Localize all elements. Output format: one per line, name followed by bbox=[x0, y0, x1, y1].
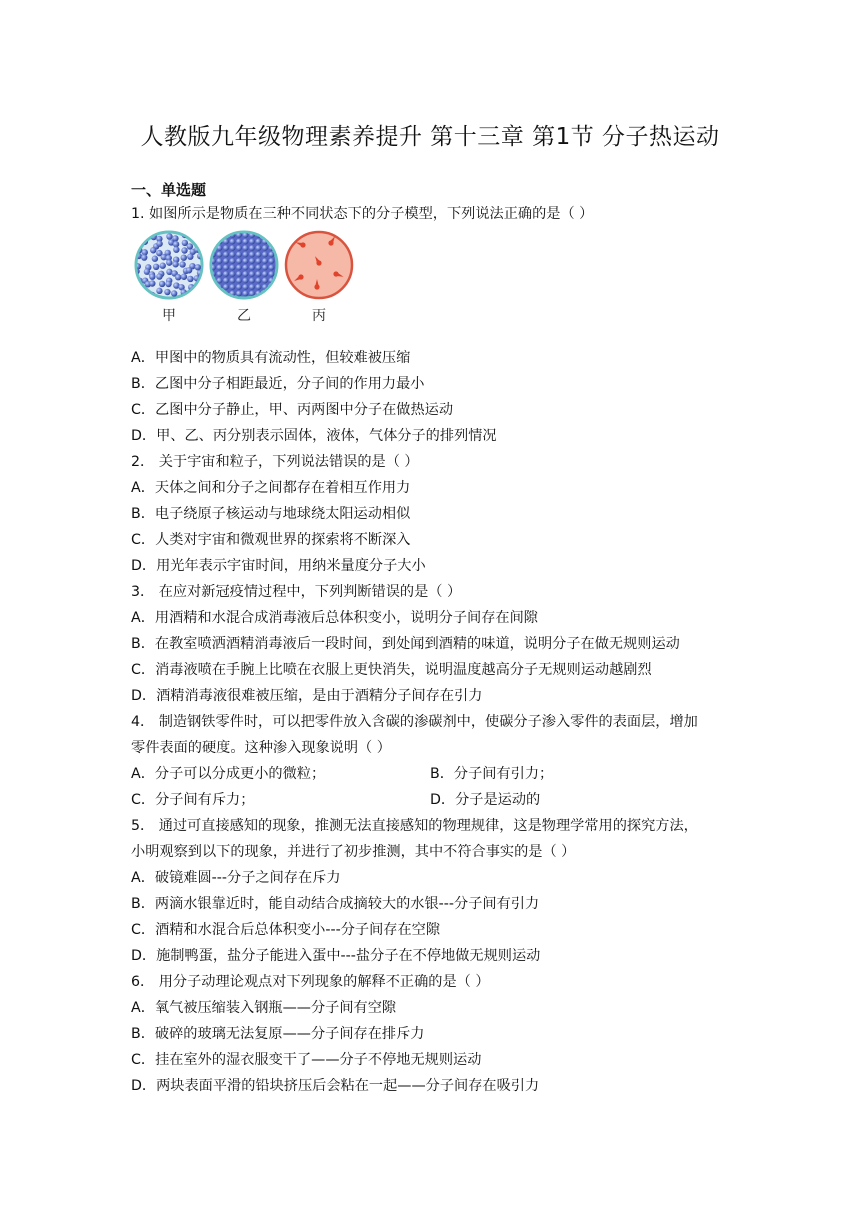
molecule-dot bbox=[236, 265, 242, 271]
molecule-dot bbox=[223, 258, 229, 264]
molecule-dot bbox=[172, 261, 178, 267]
molecule-dot bbox=[159, 281, 165, 287]
molecule-dot bbox=[217, 232, 223, 238]
molecule-dot bbox=[196, 289, 202, 295]
question-5-option-d: D．施制鸭蛋，盐分子能进入蛋中---盐分子在不停地做无规则运动 bbox=[131, 948, 541, 964]
molecule-dot bbox=[236, 252, 242, 258]
molecule-dot bbox=[186, 267, 192, 273]
molecule-dot bbox=[230, 271, 236, 277]
molecule-dot bbox=[137, 290, 143, 296]
molecule-dot bbox=[249, 258, 255, 264]
state-a-circle bbox=[133, 232, 203, 299]
question-2-option-b: B．电子绕原子核运动与地球绕太阳运动相似 bbox=[131, 506, 411, 522]
molecule-dot bbox=[156, 273, 162, 279]
molecule-dot bbox=[223, 265, 229, 271]
question-3-option-c: C．消毒液喷在手腕上比喷在衣服上更快消失，说明温度越高分子无规则运动越剧烈 bbox=[131, 662, 652, 678]
question-1-option-d: D．甲、乙、丙分别表示固体，液体，气体分子的排列情况 bbox=[131, 428, 497, 444]
molecule-dot bbox=[179, 261, 185, 267]
molecule-dot bbox=[269, 232, 275, 238]
molecule-dot bbox=[243, 278, 249, 284]
molecule-dot bbox=[217, 278, 223, 284]
molecule-dot bbox=[153, 264, 159, 270]
molecule-dot bbox=[243, 284, 249, 290]
molecule-dot bbox=[256, 252, 262, 258]
molecule-dot bbox=[249, 278, 255, 284]
page-title: 人教版九年级物理素养提升 第十三章 第1节 分子热运动 bbox=[140, 124, 720, 150]
state-c-circle bbox=[286, 232, 352, 298]
molecule-dot bbox=[243, 271, 249, 277]
molecule-dot bbox=[223, 271, 229, 277]
molecule-dot bbox=[141, 233, 147, 239]
molecule-dot bbox=[230, 245, 236, 251]
molecule-dot bbox=[230, 265, 236, 271]
molecule-dot bbox=[210, 232, 216, 238]
molecule-dot bbox=[187, 253, 193, 259]
question-1-option-c: C．乙图中分子静止，甲、丙两图中分子在做热运动 bbox=[131, 402, 454, 418]
molecule-dot bbox=[217, 271, 223, 277]
molecule-dot bbox=[236, 284, 242, 290]
molecule-dot bbox=[300, 242, 305, 247]
molecule-dot bbox=[262, 265, 268, 271]
molecule-dot bbox=[256, 284, 262, 290]
question-2-option-d: D．用光年表示宇宙时间，用纳米量度分子大小 bbox=[131, 558, 426, 574]
molecule-dot bbox=[230, 278, 236, 284]
molecule-dot bbox=[223, 278, 229, 284]
molecule-dot bbox=[223, 252, 229, 258]
molecule-dot bbox=[256, 278, 262, 284]
molecule-dot bbox=[217, 258, 223, 264]
question-6-option-c: C．挂在室外的湿衣服变干了——分子不停地无规则运动 bbox=[131, 1052, 482, 1068]
molecule-dot bbox=[316, 260, 321, 265]
figure-label-bing: 丙 bbox=[312, 308, 326, 324]
question-5-stem: 5． 通过可直接感知的现象，推测无法直接感知的物理规律，这是物理学常用的探究方法， bbox=[131, 818, 698, 834]
molecule-dot bbox=[156, 288, 162, 294]
molecule-dot bbox=[262, 271, 268, 277]
molecule-dot bbox=[217, 252, 223, 258]
molecule-dot bbox=[181, 254, 187, 260]
molecule-dot bbox=[188, 292, 194, 298]
molecule-dot bbox=[298, 274, 303, 279]
figure-label-yi: 乙 bbox=[237, 308, 251, 324]
molecule-dot bbox=[181, 274, 187, 280]
molecule-dot bbox=[269, 258, 275, 264]
molecule-dot bbox=[249, 239, 255, 245]
question-1-stem: 1. 如图所示是物质在三种不同状态下的分子模型，下列说法正确的是（ ） bbox=[131, 206, 594, 222]
molecule-dot bbox=[236, 239, 242, 245]
molecule-dot bbox=[256, 245, 262, 251]
molecule-dot bbox=[243, 239, 249, 245]
molecule-dot bbox=[333, 271, 338, 276]
molecule-dot bbox=[262, 278, 268, 284]
molecule-dot bbox=[223, 284, 229, 290]
question-2-option-a: A．天体之间和分子之间都存在着相互作用力 bbox=[131, 480, 411, 496]
molecule-dot bbox=[152, 256, 158, 262]
question-6-option-b: B．破碎的玻璃无法复原——分子间存在排斥力 bbox=[131, 1026, 425, 1042]
molecule-dot bbox=[236, 245, 242, 251]
molecule-model-figure bbox=[133, 229, 358, 329]
question-6-stem: 6． 用分子动理论观点对下列现象的解释不正确的是（ ） bbox=[131, 974, 490, 990]
molecule-dot bbox=[187, 276, 193, 282]
question-4-option-d: D．分子是运动的 bbox=[430, 792, 541, 808]
molecule-dot bbox=[230, 239, 236, 245]
molecule-dot bbox=[236, 258, 242, 264]
molecule-dot bbox=[173, 246, 179, 252]
question-3-stem: 3． 在应对新冠疫情过程中，下列判断错误的是（ ） bbox=[131, 584, 462, 600]
molecule-dot bbox=[243, 291, 249, 297]
molecule-dot bbox=[160, 263, 166, 269]
molecule-dot bbox=[243, 252, 249, 258]
question-5-option-a: A．破镜难圆---分子之间存在斥力 bbox=[131, 870, 341, 886]
molecule-dot bbox=[249, 245, 255, 251]
molecule-dot bbox=[166, 233, 172, 239]
molecule-dot bbox=[197, 232, 203, 238]
molecule-dot bbox=[243, 258, 249, 264]
molecule-dot bbox=[243, 265, 249, 271]
molecule-dot bbox=[156, 241, 162, 247]
question-1-option-b: B．乙图中分子相距最近，分子间的作用力最小 bbox=[131, 376, 425, 392]
molecule-dot bbox=[249, 265, 255, 271]
molecule-dot bbox=[217, 265, 223, 271]
molecule-dot bbox=[166, 259, 172, 265]
molecule-dot bbox=[256, 271, 262, 277]
question-1-option-a: A．甲图中的物质具有流动性，但较难被压缩 bbox=[131, 350, 411, 366]
molecule-dot bbox=[149, 280, 155, 286]
molecule-dot bbox=[236, 271, 242, 277]
question-6-option-d: D．两块表面平滑的铅块挤压后会粘在一起——分子间存在吸引力 bbox=[131, 1078, 540, 1094]
molecule-dot bbox=[236, 278, 242, 284]
state-b-circle bbox=[210, 232, 277, 298]
molecule-dot bbox=[230, 284, 236, 290]
molecule-dot bbox=[210, 239, 216, 245]
question-3-option-d: D．酒精消毒液很难被压缩，是由于酒精分子间存在引力 bbox=[131, 688, 483, 704]
molecule-dot bbox=[262, 252, 268, 258]
question-2-stem: 2． 关于宇宙和粒子，下列说法错误的是（ ） bbox=[131, 454, 419, 470]
question-4-option-c: C．分子间有斥力； bbox=[131, 792, 255, 808]
molecule-dot bbox=[171, 290, 177, 296]
molecule-dot bbox=[164, 289, 170, 295]
molecule-dot bbox=[136, 234, 142, 240]
molecule-dot bbox=[181, 247, 187, 253]
question-2-option-c: C．人类对宇宙和微观世界的探索将不断深入 bbox=[131, 532, 411, 548]
molecule-dot bbox=[175, 274, 181, 280]
molecule-dot bbox=[256, 258, 262, 264]
molecule-dot bbox=[230, 258, 236, 264]
molecule-dot bbox=[230, 252, 236, 258]
molecule-dot bbox=[262, 245, 268, 251]
molecule-dot bbox=[314, 284, 319, 289]
molecule-dot bbox=[210, 284, 216, 290]
molecule-dot bbox=[195, 264, 201, 270]
molecule-dot bbox=[256, 239, 262, 245]
molecule-dot bbox=[243, 245, 249, 251]
molecule-dot bbox=[210, 291, 216, 297]
figure-label-jia: 甲 bbox=[162, 308, 176, 324]
molecule-dot bbox=[249, 271, 255, 277]
molecule-dot bbox=[223, 245, 229, 251]
question-5-stem-cont: 小明观察到以下的现象，并进行了初步推测，其中不符合事实的是（ ） bbox=[131, 844, 576, 860]
question-4-option-a: A．分子可以分成更小的微粒； bbox=[131, 766, 326, 782]
question-3-option-b: B．在教室喷洒酒精消毒液后一段时间，到处闻到酒精的味道，说明分子在做无规则运动 bbox=[131, 636, 680, 652]
molecule-dot bbox=[269, 265, 275, 271]
molecule-dot bbox=[328, 240, 333, 245]
molecule-dot bbox=[141, 254, 147, 260]
question-4-stem: 4． 制造钢铁零件时，可以把零件放入含碳的渗碳剂中，使碳分子渗入零件的表面层，增加 bbox=[131, 714, 698, 730]
section-heading: 一、单选题 bbox=[131, 181, 207, 199]
molecule-dot bbox=[150, 247, 156, 253]
molecule-dot bbox=[165, 281, 171, 287]
question-5-option-b: B．两滴水银靠近时，能自动结合成摘较大的水银---分子间有引力 bbox=[131, 896, 540, 912]
molecule-dot bbox=[249, 252, 255, 258]
molecule-dot bbox=[236, 291, 242, 297]
question-4-stem-cont: 零件表面的硬度。这种渗入现象说明（ ） bbox=[131, 740, 391, 756]
question-3-option-a: A．用酒精和水混合成消毒液后总体积变小，说明分子间存在间隙 bbox=[131, 610, 538, 626]
molecule-dot bbox=[217, 291, 223, 297]
molecule-dot bbox=[249, 284, 255, 290]
question-5-option-c: C．酒精和水混合后总体积变小---分子间存在空隙 bbox=[131, 922, 441, 938]
molecule-dot bbox=[262, 258, 268, 264]
molecule-dot bbox=[256, 265, 262, 271]
molecule-dot bbox=[269, 271, 275, 277]
question-6-option-a: A．氧气被压缩装入钢瓶——分子间有空隙 bbox=[131, 1000, 397, 1016]
molecule-dot bbox=[149, 273, 155, 279]
question-4-option-b: B．分子间有引力； bbox=[430, 766, 554, 782]
molecule-dot bbox=[269, 291, 275, 297]
